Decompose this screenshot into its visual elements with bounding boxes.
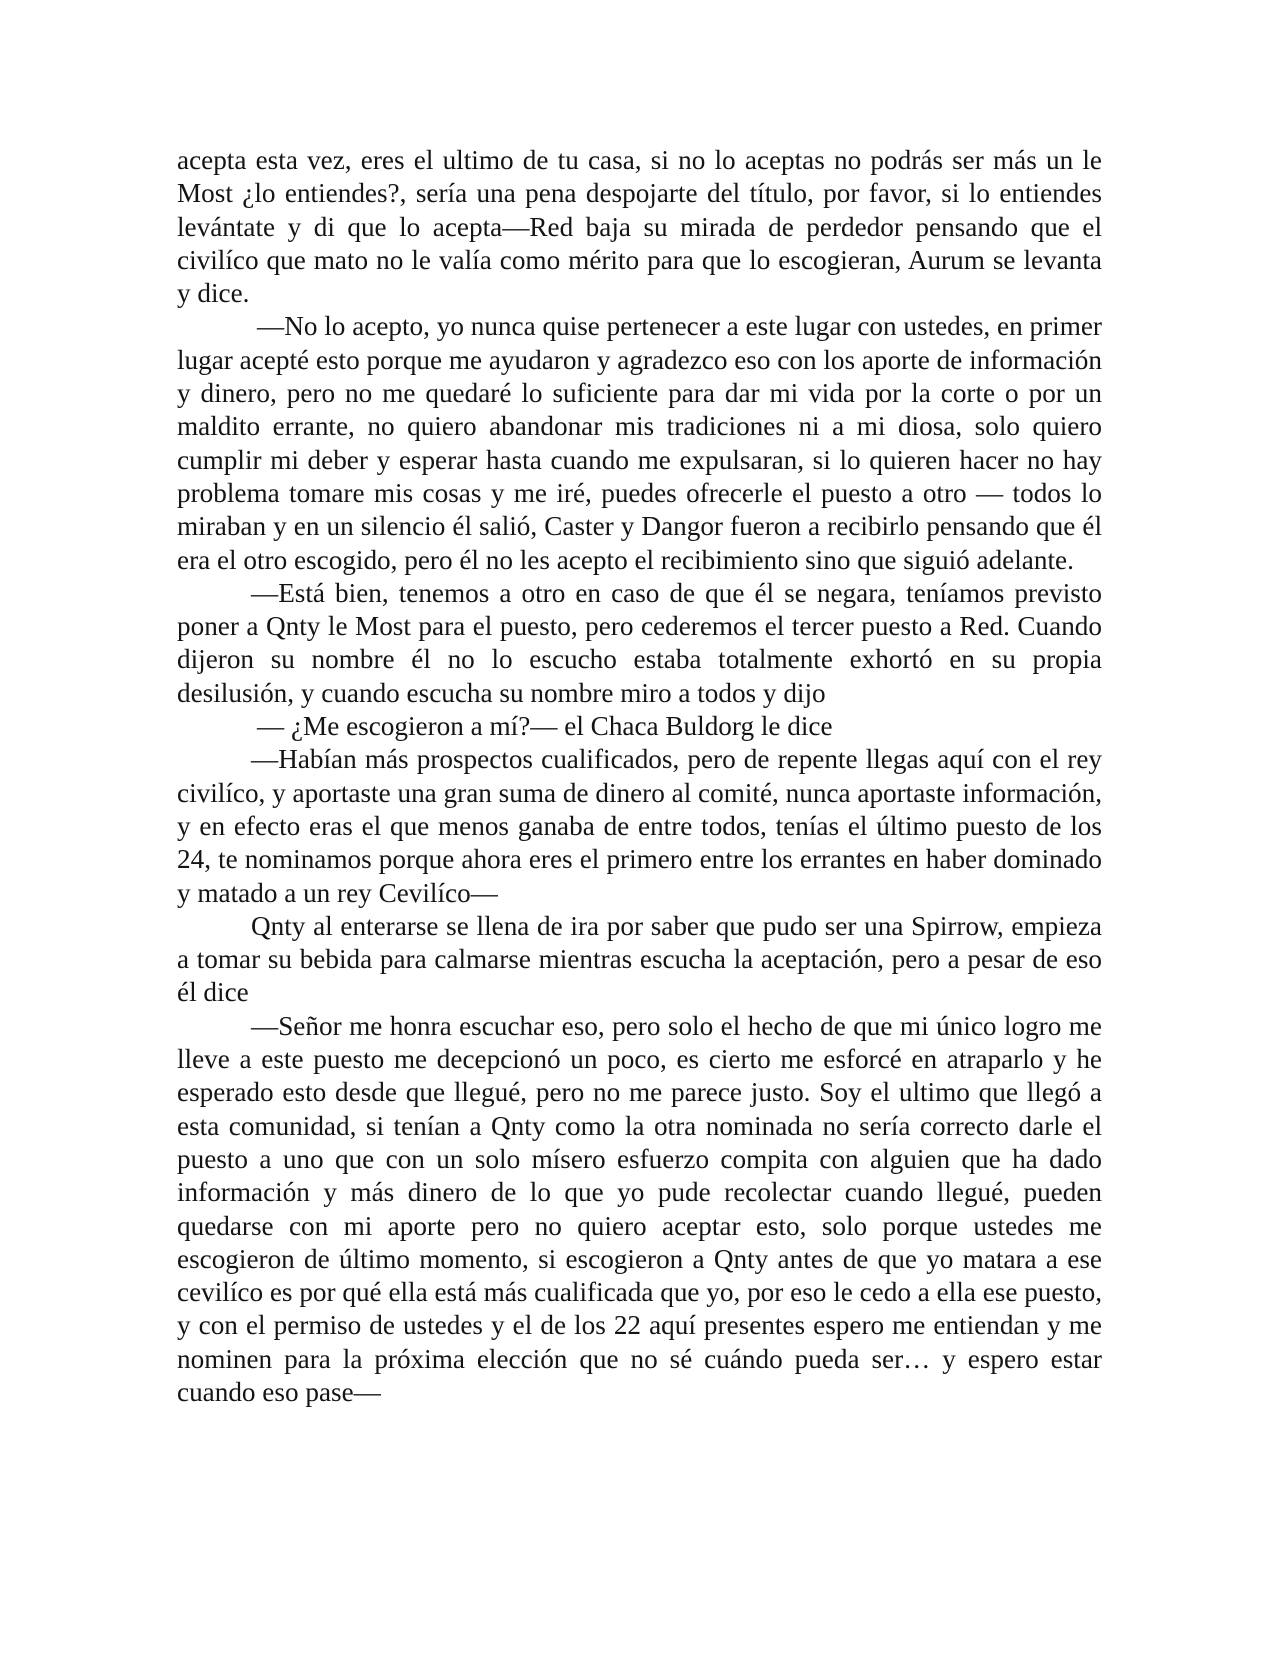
document-page [177, 144, 1102, 1409]
paragraph-1: acepta esta vez, eres el ultimo de tu casa, si no lo aceptas no podrás ser más un le Most ¿lo entiendes?, sería una pena despojarte del título, por favor, si lo entiendes levántate y di que lo acepta—Red baja su mirada de perdedor pensando que el civilíco que mato no le valía como mérito para que lo escogieran, Aurum se levanta y dice. [177, 145, 1102, 309]
paragraph-3: —Está bien, tenemos a otro en caso de que él se negara, teníamos previsto poner a Qnty le Most para el puesto, pero cederemos el tercer puesto a Red. Cuando dijeron su nombre él no lo escucho estaba totalmente exhortó en su propia desilusión, y cuando escucha su nombre miro a todos y dijo [177, 577, 1102, 708]
paragraph-4: — ¿Me escogieron a mí?— el Chaca Buldorg le dice [257, 711, 833, 742]
paragraph-6: Qnty al enterarse se llena de ira por saber que pudo ser una Spirrow, empieza a tomar su bebida para calmarse mientras escucha la aceptación, pero a pesar de eso él dice [177, 910, 1102, 1008]
paragraph-2: —No lo acepto, yo nunca quise pertenecer a este lugar con ustedes, en primer lugar acepté esto porque me ayudaron y agradezco eso con los aporte de información y dinero, pero no me quedaré lo suficiente para dar mi vida por la corte o por un maldito errante, no quiero abandonar mis tradiciones ni a mi diosa, solo quiero cumplir mi deber y esperar hasta cuando me expulsaran, si lo quieren hacer no hay problema tomare mis cosas y me iré, puedes ofrecerle el puesto a otro — todos lo miraban y en un silencio él salió, Caster y Dangor fueron a recibirlo pensando que él era el otro escogido, pero él no les acepto el recibimiento sino que siguió adelante. [177, 311, 1102, 575]
paragraph-5: —Habían más prospectos cualificados, pero de repente llegas aquí con el rey civilíco, y aportaste una gran suma de dinero al comité, nunca aportaste información, y en efecto eras el que menos ganaba de entre todos, tenías el último puesto de los 24, te nominamos porque ahora eres el primero entre los errantes en haber dominado y matado a un rey Cevilíco— [177, 744, 1102, 908]
paragraph-7: —Señor me honra escuchar eso, pero solo el hecho de que mi único logro me lleve a este puesto me decepcionó un poco, es cierto me esforcé en atraparlo y he esperado esto desde que llegué, pero no me parece justo. Soy el ultimo que llegó a esta comunidad, si tenían a Qnty como la otra nominada no sería correcto darle el puesto a uno que con un solo mísero esfuerzo compita con alguien que ha dado información y más dinero de lo que yo pude recolectar cuando llegué, pueden quedarse con mi aporte pero no quiero aceptar esto, solo porque ustedes me escogieron de último momento, si escogieron a Qnty antes de que yo matara a ese cevilíco es por qué ella está más cualificada que yo, por eso le cedo a ella ese puesto, y con el permiso de ustedes y el de los 22 aquí presentes espero me entiendan y me nominen para la próxima elección que no sé cuándo pueda ser… y espero estar cuando eso pase— [177, 1010, 1102, 1407]
